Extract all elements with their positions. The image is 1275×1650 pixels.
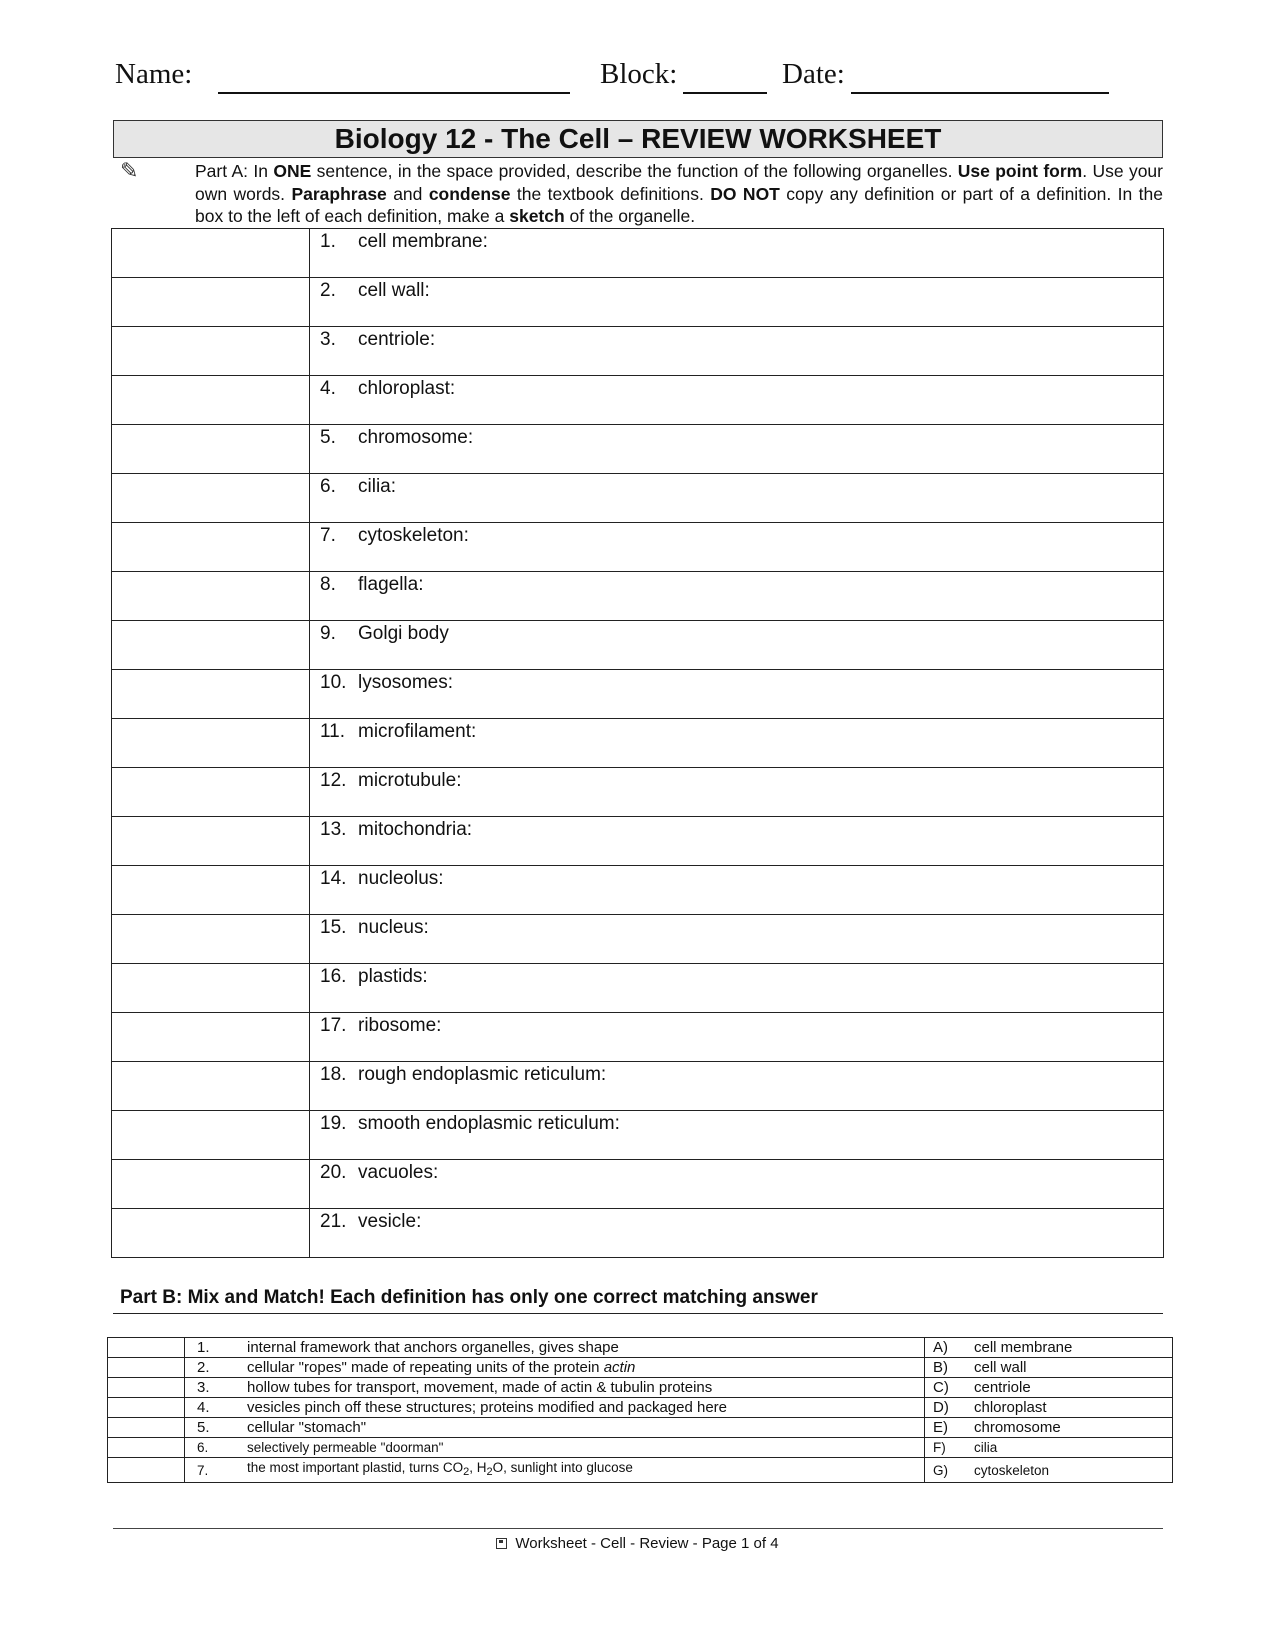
sketch-box[interactable] (112, 915, 310, 964)
organelle-label: flagella: (358, 574, 424, 595)
table-row (112, 670, 1164, 719)
table-row (112, 915, 1164, 964)
organelle-label: lysosomes: (358, 672, 454, 693)
sketch-box[interactable] (112, 278, 310, 327)
table-row: 2. cellular "ropes" made of repeating units of the protein actin B) cell wall (108, 1358, 1173, 1378)
definition-box[interactable] (310, 866, 1164, 915)
organelle-label: microfilament: (358, 721, 477, 742)
item-number: 7. (320, 525, 336, 546)
table-row (112, 327, 1164, 376)
definition-box[interactable] (310, 817, 1164, 866)
definition-box[interactable] (310, 376, 1164, 425)
definition-box[interactable] (310, 964, 1164, 1013)
table-row (112, 278, 1164, 327)
table-row (112, 1111, 1164, 1160)
page-footer (0, 1535, 1275, 1552)
definition-box[interactable] (310, 1111, 1164, 1160)
sketch-box[interactable] (112, 376, 310, 425)
item-number: 17. (320, 1015, 347, 1036)
table-row (112, 817, 1164, 866)
definition-box[interactable] (310, 523, 1164, 572)
organelle-label: cytoskeleton: (358, 525, 469, 546)
sketch-box[interactable] (112, 621, 310, 670)
part-b-table (107, 1337, 1173, 1483)
table-row (112, 719, 1164, 768)
answer-blank[interactable] (108, 1398, 185, 1418)
divider (113, 1313, 1163, 1314)
table-row: 7. the most important plastid, turns $CO_2$, $H_2O$, sunlight into glucose G) cytoskeleton (108, 1458, 1173, 1483)
item-number: 2. (320, 280, 336, 301)
organelle-label: plastids: (358, 966, 428, 987)
organelle-label: Golgi body (358, 623, 449, 644)
definition-box[interactable] (310, 670, 1164, 719)
item-number: 11. (320, 721, 346, 742)
name-label: Name: (115, 58, 193, 90)
answer-blank[interactable] (108, 1358, 185, 1378)
part-a-instructions: Part A: In ONE sentence, in the space provided, describe the function of the following organelles. Use point form. Use your own words. Paraphrase and condense the textbook definitions. DO NOT copy any definition or part of a definition. In the box to the left of each definition, make a sketch of the organelle. (195, 161, 1164, 226)
organelle-label: cilia: (358, 476, 397, 497)
date-field[interactable] (851, 92, 1109, 94)
item-number: 5. (320, 427, 336, 448)
sketch-box[interactable] (112, 670, 310, 719)
table-row: 6. selectively permeable "doorman" F) cilia (108, 1438, 1173, 1458)
item-number: 12. (320, 770, 347, 791)
definition-box[interactable] (310, 474, 1164, 523)
answer-blank[interactable] (108, 1378, 185, 1398)
definition-box[interactable] (310, 278, 1164, 327)
pencil-icon: ✎ (120, 158, 139, 183)
item-number: 10. (320, 672, 347, 693)
item-number: 16. (320, 966, 347, 987)
organelle-label: mitochondria: (358, 819, 473, 840)
answer-blank[interactable] (108, 1418, 185, 1438)
sketch-box[interactable] (112, 1062, 310, 1111)
organelle-label: nucleus: (358, 917, 429, 938)
item-number: 13. (320, 819, 347, 840)
table-row (112, 474, 1164, 523)
header-fields (0, 58, 1275, 98)
footer-divider (113, 1528, 1163, 1529)
sketch-box[interactable] (112, 964, 310, 1013)
organelle-label: rough endoplasmic reticulum: (358, 1064, 607, 1085)
table-row (112, 572, 1164, 621)
organelle-label: chromosome: (358, 427, 474, 448)
organelle-label: ribosome: (358, 1015, 442, 1036)
answer-blank[interactable] (108, 1438, 185, 1458)
item-number: 4. (320, 378, 336, 399)
date-label: Date: (782, 58, 845, 90)
organelle-label: cell wall: (358, 280, 430, 301)
sketch-box[interactable] (112, 817, 310, 866)
definition-box[interactable] (310, 572, 1164, 621)
definition-box[interactable] (310, 1062, 1164, 1111)
sketch-box[interactable] (112, 425, 310, 474)
table-row (112, 523, 1164, 572)
sketch-box[interactable] (112, 523, 310, 572)
table-row (112, 229, 1164, 278)
sketch-box[interactable] (112, 327, 310, 376)
item-number: 18. (320, 1064, 347, 1085)
sketch-box[interactable] (112, 866, 310, 915)
item-number: 6. (320, 476, 336, 497)
item-number: 14. (320, 868, 347, 889)
sketch-box[interactable] (112, 1209, 310, 1258)
item-number: 3. (320, 329, 336, 350)
answer-blank[interactable] (108, 1338, 185, 1358)
definition-box[interactable] (310, 327, 1164, 376)
definition-box[interactable] (310, 1209, 1164, 1258)
sketch-box[interactable] (112, 719, 310, 768)
worksheet-title: Biology 12 - The Cell – REVIEW WORKSHEET (113, 120, 1163, 158)
table-row (112, 866, 1164, 915)
organelle-label: vesicle: (358, 1211, 422, 1232)
organelle-label: chloroplast: (358, 378, 456, 399)
footer-text: Worksheet - Cell - Review - Page 1 of 4 (515, 1535, 779, 1552)
definition-box[interactable] (310, 425, 1164, 474)
item-number: 1. (320, 231, 336, 252)
sketch-box[interactable] (112, 1111, 310, 1160)
sketch-box[interactable] (112, 572, 310, 621)
table-row (112, 768, 1164, 817)
table-row: 1. internal framework that anchors organelles, gives shape A) cell membrane (108, 1338, 1173, 1358)
item-number: 20. (320, 1162, 347, 1183)
sketch-box[interactable] (112, 474, 310, 523)
name-field[interactable] (218, 92, 570, 94)
table-row (112, 964, 1164, 1013)
item-number: 9. (320, 623, 336, 644)
table-row (112, 1062, 1164, 1111)
sketch-box[interactable] (112, 768, 310, 817)
definition-box[interactable] (310, 1013, 1164, 1062)
organelle-label: nucleolus: (358, 868, 444, 889)
organelle-label: smooth endoplasmic reticulum: (358, 1113, 620, 1134)
item-number: 21. (320, 1211, 347, 1232)
floppy-disk-icon (496, 1538, 507, 1549)
table-row (112, 425, 1164, 474)
definition-box[interactable] (310, 768, 1164, 817)
table-row (112, 376, 1164, 425)
item-number: 19. (320, 1113, 347, 1134)
answer-blank[interactable] (108, 1458, 185, 1483)
table-row (112, 621, 1164, 670)
definition-box[interactable] (310, 1160, 1164, 1209)
block-field[interactable] (683, 92, 767, 94)
table-row (112, 1160, 1164, 1209)
part-a-table (111, 228, 1164, 1258)
item-number: 8. (320, 574, 336, 595)
definition-box[interactable] (310, 229, 1164, 278)
table-row (112, 1209, 1164, 1258)
table-row (112, 1013, 1164, 1062)
organelle-label: vacuoles: (358, 1162, 439, 1183)
organelle-label: cell membrane: (358, 231, 488, 252)
sketch-box[interactable] (112, 229, 310, 278)
part-b-heading: Part B: Mix and Match! Each definition has only one correct matching answer (120, 1287, 818, 1308)
definition-box[interactable] (310, 915, 1164, 964)
sketch-box[interactable] (112, 1160, 310, 1209)
definition-box[interactable] (310, 621, 1164, 670)
sketch-box[interactable] (112, 1013, 310, 1062)
definition-box[interactable] (310, 719, 1164, 768)
table-row: 4. vesicles pinch off these structures; proteins modified and packaged here D) chloroplast (108, 1398, 1173, 1418)
item-number: 15. (320, 917, 347, 938)
block-label: Block: (600, 58, 678, 90)
table-row: 3. hollow tubes for transport, movement, made of actin & tubulin proteins C) centriole (108, 1378, 1173, 1398)
table-row: 5. cellular "stomach" E) chromosome (108, 1418, 1173, 1438)
organelle-label: microtubule: (358, 770, 462, 791)
organelle-label: centriole: (358, 329, 436, 350)
